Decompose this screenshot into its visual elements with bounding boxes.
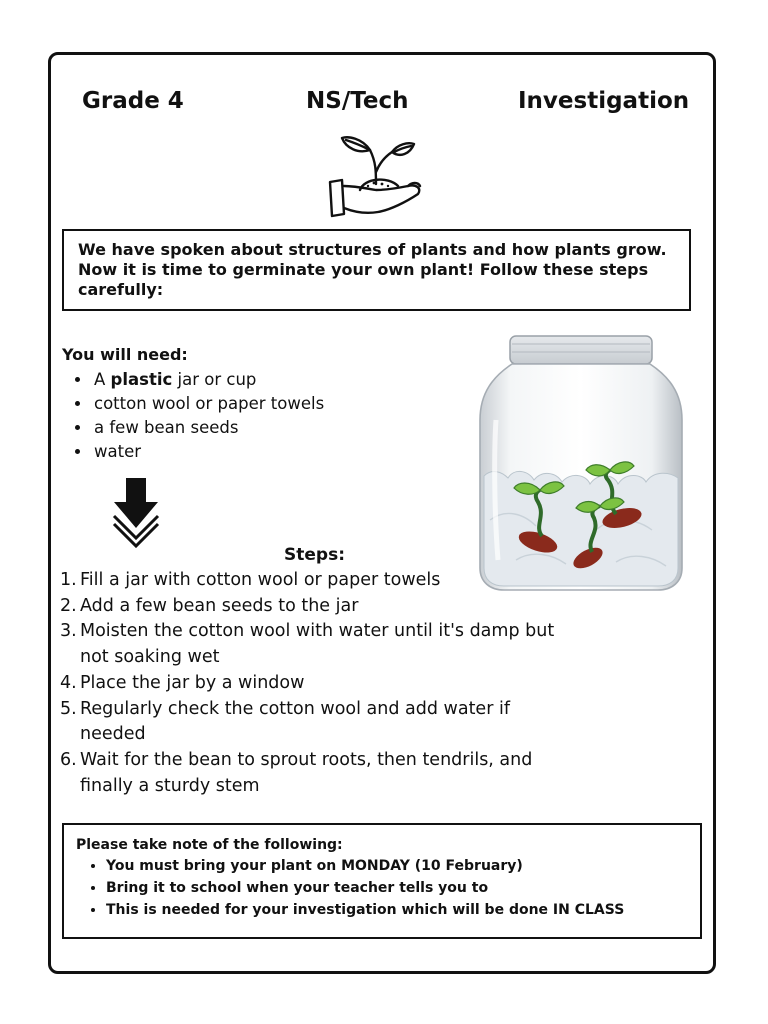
hand-with-sprout-icon <box>324 128 428 220</box>
notes-list <box>76 855 688 921</box>
jar-illustration <box>476 330 686 596</box>
activity-type-label: Investigation <box>518 88 690 114</box>
notes-box <box>62 823 702 939</box>
needs-item: • cotton wool or paper towels <box>92 392 324 416</box>
needs-item: • water <box>92 440 324 464</box>
grade-label: Grade 4 <box>82 88 184 114</box>
step-item: 2. Add a few bean seeds to the jar <box>60 595 359 616</box>
steps-heading: Steps: <box>284 545 345 565</box>
step-item: 3. Moisten the cotton wool with water until it's damp but not soaking wet <box>60 621 555 668</box>
notes-heading: Please take note of the following: <box>76 837 343 853</box>
needs-heading: You will need: <box>62 345 188 364</box>
intro-box <box>62 229 691 311</box>
needs-item: • A plastic jar or cup <box>92 368 324 392</box>
step-item: 4. Place the jar by a window <box>60 672 305 693</box>
intro-text: We have spoken about structures of plants and how plants grow. Now it is time to germinate your own plant! Follow these steps carefully: <box>78 240 667 299</box>
needs-item: • a few bean seeds <box>92 416 324 440</box>
notes-item: • Bring it to school when your teacher tells you to <box>106 877 688 899</box>
down-arrow-icon <box>110 476 162 548</box>
step-item: 6. Wait for the bean to sprout roots, then tendrils, and finally a sturdy stem <box>60 749 533 796</box>
needs-list <box>72 368 324 464</box>
step-item: 1. Fill a jar with cotton wool or paper towels <box>60 570 441 590</box>
notes-item: • You must bring your plant on MONDAY (10 February) <box>106 855 688 877</box>
step-item: 5. Regularly check the cotton wool and add water if needed <box>60 698 510 745</box>
steps-list <box>60 568 570 799</box>
subject-label: NS/Tech <box>306 88 409 114</box>
notes-item: • This is needed for your investigation which will be done IN CLASS <box>106 899 688 921</box>
